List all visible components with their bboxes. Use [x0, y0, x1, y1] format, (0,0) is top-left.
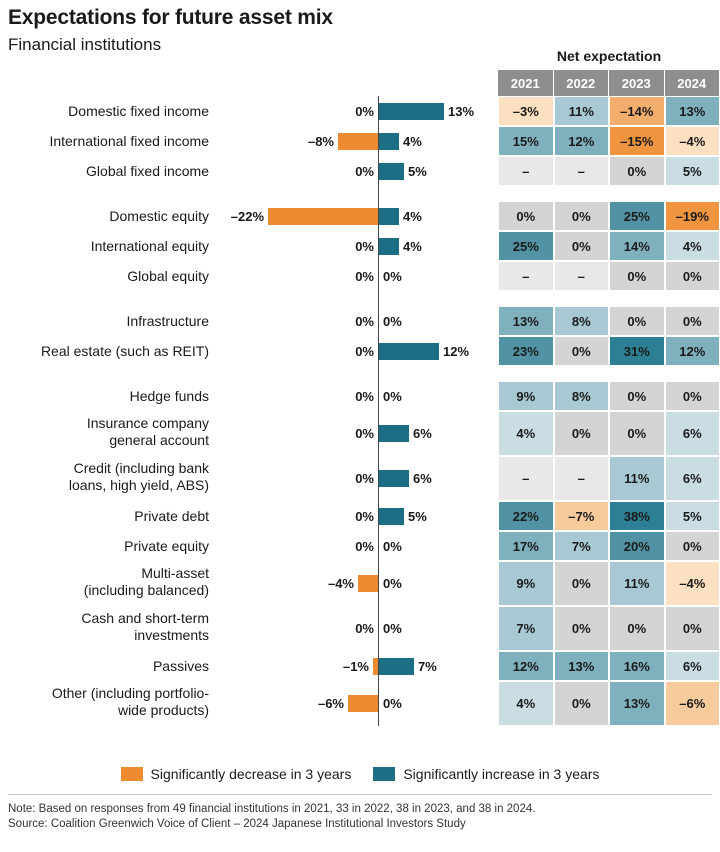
bar-increase	[379, 470, 409, 487]
bar-increase	[379, 163, 404, 180]
net-expectation-cell: 4%	[498, 411, 554, 456]
row-label-line: wide products)	[117, 702, 209, 718]
net-expectation-cell: –19%	[665, 201, 720, 231]
net-expectation-cells	[498, 501, 720, 531]
row-label-line: general account	[109, 432, 209, 448]
bar-decrease	[338, 133, 378, 150]
net-expectation-cell: 0%	[609, 156, 665, 186]
row-label	[0, 685, 209, 719]
note-line: Note: Based on responses from 49 financial institutions in 2021, 33 in 2022, 38 in 2023, and 38 in 2024.	[8, 803, 536, 815]
row-label-line: Credit (including bank	[73, 460, 209, 476]
row-label	[0, 103, 209, 120]
net-expectation-cells	[498, 96, 720, 126]
bar-increase	[379, 133, 399, 150]
value-label-decrease: 0%	[355, 104, 374, 119]
value-label-increase: 0%	[383, 269, 402, 284]
table-row	[0, 126, 720, 156]
net-expectation-cell: 0%	[609, 606, 665, 651]
value-label-increase: 4%	[403, 209, 422, 224]
net-expectation-cell: 0%	[554, 681, 610, 726]
table-row	[0, 336, 720, 366]
net-expectation-cells	[498, 561, 720, 606]
value-label-decrease: 0%	[355, 621, 374, 636]
net-expectation-cell: 0%	[554, 606, 610, 651]
value-label-increase: 6%	[413, 426, 432, 441]
value-label-increase: 0%	[383, 621, 402, 636]
year-header-2023: 2023	[609, 70, 665, 96]
chart-legend	[0, 766, 720, 782]
table-row	[0, 456, 720, 501]
row-label-line: investments	[134, 627, 209, 643]
row-label	[0, 163, 209, 180]
table-row	[0, 651, 720, 681]
table-row	[0, 381, 720, 411]
net-expectation-cell: 6%	[665, 456, 720, 501]
page-title: Expectations for future asset mix	[8, 6, 333, 29]
value-label-decrease: –1%	[342, 659, 369, 674]
bar-decrease	[348, 695, 378, 712]
net-expectation-cells	[498, 606, 720, 651]
value-label-increase: 0%	[383, 696, 402, 711]
row-label-line: Cash and short-term	[81, 610, 209, 626]
net-expectation-cell: 12%	[554, 126, 610, 156]
net-expectation-cell: 8%	[554, 306, 610, 336]
row-label-line: International fixed income	[49, 133, 209, 149]
bar-increase	[379, 343, 439, 360]
value-label-increase: 4%	[403, 239, 422, 254]
table-row	[0, 306, 720, 336]
net-expectation-cell: 0%	[665, 531, 720, 561]
net-expectation-cells	[498, 306, 720, 336]
row-label	[0, 238, 209, 255]
net-expectation-cell: 11%	[609, 561, 665, 606]
bar-decrease	[358, 575, 378, 592]
zero-axis-line	[378, 96, 379, 726]
net-expectation-cell: 0%	[665, 306, 720, 336]
row-label-line: Global fixed income	[86, 163, 209, 179]
net-expectation-cell: 0%	[498, 201, 554, 231]
value-label-decrease: 0%	[355, 164, 374, 179]
value-label-decrease: 0%	[355, 344, 374, 359]
net-expectation-cell: 0%	[665, 606, 720, 651]
net-expectation-cell: 11%	[554, 96, 610, 126]
value-label-increase: 12%	[443, 344, 470, 359]
legend-item-decrease	[121, 766, 352, 782]
net-expectation-cell: –	[554, 156, 610, 186]
net-expectation-cell: 0%	[554, 561, 610, 606]
table-row	[0, 681, 720, 726]
net-expectation-cell: 4%	[665, 231, 720, 261]
net-expectation-cell: 5%	[665, 501, 720, 531]
year-header-2024: 2024	[665, 70, 720, 96]
net-expectation-cell: 4%	[498, 681, 554, 726]
row-label-line: Real estate (such as REIT)	[40, 343, 209, 359]
row-label-line: Multi-asset	[141, 565, 209, 581]
row-label	[0, 313, 209, 330]
net-expectation-cells	[498, 381, 720, 411]
row-label-line: Insurance company	[86, 415, 209, 431]
row-label	[0, 538, 209, 555]
net-expectation-cell: 23%	[498, 336, 554, 366]
table-row	[0, 156, 720, 186]
table-row	[0, 96, 720, 126]
legend-swatch-increase	[373, 767, 395, 781]
net-expectation-cell: 0%	[609, 306, 665, 336]
net-expectation-cell: 17%	[498, 531, 554, 561]
row-label-line: Global equity	[127, 268, 209, 284]
net-expectation-cell: –4%	[665, 126, 720, 156]
net-expectation-cell: 9%	[498, 561, 554, 606]
row-label-line: Private equity	[124, 538, 209, 554]
net-expectation-cells	[498, 156, 720, 186]
net-expectation-cell: –3%	[498, 96, 554, 126]
net-expectation-cell: 0%	[665, 381, 720, 411]
net-expectation-cell: 0%	[554, 336, 610, 366]
net-expectation-cell: 14%	[609, 231, 665, 261]
row-label	[0, 610, 209, 644]
bar-increase	[379, 658, 414, 675]
net-expectation-cell: 22%	[498, 501, 554, 531]
value-label-decrease: –4%	[327, 576, 354, 591]
row-label-line: Domestic fixed income	[68, 103, 209, 119]
row-label	[0, 343, 209, 360]
row-label-line: Domestic equity	[109, 208, 209, 224]
net-expectation-cells	[498, 411, 720, 456]
net-expectation-cells	[498, 681, 720, 726]
net-expectation-cell: 38%	[609, 501, 665, 531]
bar-increase	[379, 208, 399, 225]
source-line: Source: Coalition Greenwich Voice of Client – 2024 Japanese Institutional Investors Study	[8, 818, 466, 830]
net-expectation-cell: –	[498, 456, 554, 501]
table-row	[0, 561, 720, 606]
net-expectation-cells	[498, 231, 720, 261]
bar-decrease	[268, 208, 378, 225]
net-expectation-cell: –	[554, 456, 610, 501]
table-row	[0, 531, 720, 561]
value-label-increase: 0%	[383, 539, 402, 554]
net-expectation-cells	[498, 126, 720, 156]
net-expectation-cell: 7%	[554, 531, 610, 561]
bar-increase	[379, 238, 399, 255]
value-label-decrease: 0%	[355, 509, 374, 524]
footer-divider	[8, 794, 712, 795]
net-expectation-cells	[498, 201, 720, 231]
net-expectation-cell: –6%	[665, 681, 720, 726]
net-expectation-cell: 16%	[609, 651, 665, 681]
net-expectation-cell: 12%	[498, 651, 554, 681]
row-label	[0, 658, 209, 675]
row-label	[0, 565, 209, 599]
value-label-increase: 13%	[448, 104, 475, 119]
table-row	[0, 231, 720, 261]
value-label-decrease: 0%	[355, 471, 374, 486]
row-label-line: Hedge funds	[129, 388, 209, 404]
net-expectation-cell: –	[498, 156, 554, 186]
value-label-decrease: –6%	[317, 696, 344, 711]
value-label-decrease: –8%	[307, 134, 334, 149]
value-label-decrease: 0%	[355, 269, 374, 284]
row-label	[0, 208, 209, 225]
net-expectation-cell: 5%	[665, 156, 720, 186]
legend-item-increase	[373, 766, 599, 782]
net-expectation-cells	[498, 456, 720, 501]
net-expectation-cell: –4%	[665, 561, 720, 606]
net-expectation-header: Net expectation	[556, 48, 662, 64]
net-expectation-cell: 0%	[609, 261, 665, 291]
net-expectation-cell: –15%	[609, 126, 665, 156]
bar-increase	[379, 508, 404, 525]
year-header-2022: 2022	[554, 70, 610, 96]
net-expectation-cell: 25%	[609, 201, 665, 231]
net-expectation-cell: 7%	[498, 606, 554, 651]
row-label-line: International equity	[90, 238, 209, 254]
row-label-line: Passives	[152, 658, 209, 674]
net-expectation-cell: 12%	[665, 336, 720, 366]
legend-label-decrease: Significantly decrease in 3 years	[150, 766, 352, 782]
net-expectation-cell: 0%	[665, 261, 720, 291]
net-expectation-cell: 9%	[498, 381, 554, 411]
row-label	[0, 460, 209, 494]
net-expectation-cells	[498, 261, 720, 291]
net-expectation-cell: 0%	[554, 411, 610, 456]
net-expectation-cell: 6%	[665, 411, 720, 456]
net-expectation-cell: 25%	[498, 231, 554, 261]
footer-notes	[8, 802, 712, 832]
value-label-increase: 0%	[383, 389, 402, 404]
net-expectation-cells	[498, 336, 720, 366]
value-label-decrease: 0%	[355, 389, 374, 404]
year-header-2021: 2021	[498, 70, 554, 96]
net-expectation-cells	[498, 531, 720, 561]
value-label-increase: 7%	[418, 659, 437, 674]
table-row	[0, 606, 720, 651]
table-row	[0, 501, 720, 531]
value-label-increase: 6%	[413, 471, 432, 486]
net-expectation-cell: 13%	[665, 96, 720, 126]
value-label-decrease: 0%	[355, 239, 374, 254]
page-subtitle: Financial institutions	[8, 35, 162, 54]
net-expectation-cell: –	[498, 261, 554, 291]
row-label-line: Infrastructure	[126, 313, 209, 329]
net-expectation-cell: 20%	[609, 531, 665, 561]
value-label-decrease: –22%	[230, 209, 264, 224]
legend-swatch-decrease	[121, 767, 143, 781]
value-label-increase: 5%	[408, 164, 427, 179]
row-label	[0, 508, 209, 525]
value-label-decrease: 0%	[355, 314, 374, 329]
row-label-line: loans, high yield, ABS)	[68, 477, 209, 493]
value-label-decrease: 0%	[355, 539, 374, 554]
net-expectation-cell: 11%	[609, 456, 665, 501]
net-expectation-cell: 8%	[554, 381, 610, 411]
net-expectation-cell: 13%	[609, 681, 665, 726]
net-expectation-cell: 0%	[609, 381, 665, 411]
net-expectation-cell: 0%	[554, 231, 610, 261]
value-label-increase: 0%	[383, 576, 402, 591]
bar-increase	[379, 425, 409, 442]
net-expectation-cell: –	[554, 261, 610, 291]
net-expectation-cell: 0%	[609, 411, 665, 456]
row-label	[0, 268, 209, 285]
bar-increase	[379, 103, 444, 120]
table-row	[0, 411, 720, 456]
value-label-increase: 0%	[383, 314, 402, 329]
net-expectation-cell: 15%	[498, 126, 554, 156]
value-label-increase: 5%	[408, 509, 427, 524]
row-label-line: Other (including portfolio-	[51, 685, 209, 701]
net-expectation-cell: 13%	[554, 651, 610, 681]
value-label-increase: 4%	[403, 134, 422, 149]
row-label-line: (including balanced)	[83, 582, 209, 598]
net-expectation-cell: 31%	[609, 336, 665, 366]
value-label-decrease: 0%	[355, 426, 374, 441]
net-expectation-cell: –14%	[609, 96, 665, 126]
net-expectation-cells	[498, 651, 720, 681]
net-expectation-cell: –7%	[554, 501, 610, 531]
row-label	[0, 388, 209, 405]
row-label-line: Private debt	[134, 508, 209, 524]
legend-label-increase: Significantly increase in 3 years	[403, 766, 600, 782]
net-expectation-cell: 0%	[554, 201, 610, 231]
net-expectation-cell: 6%	[665, 651, 720, 681]
row-label	[0, 133, 209, 150]
net-expectation-cell: 13%	[498, 306, 554, 336]
row-label	[0, 415, 209, 449]
table-row	[0, 261, 720, 291]
table-row	[0, 201, 720, 231]
